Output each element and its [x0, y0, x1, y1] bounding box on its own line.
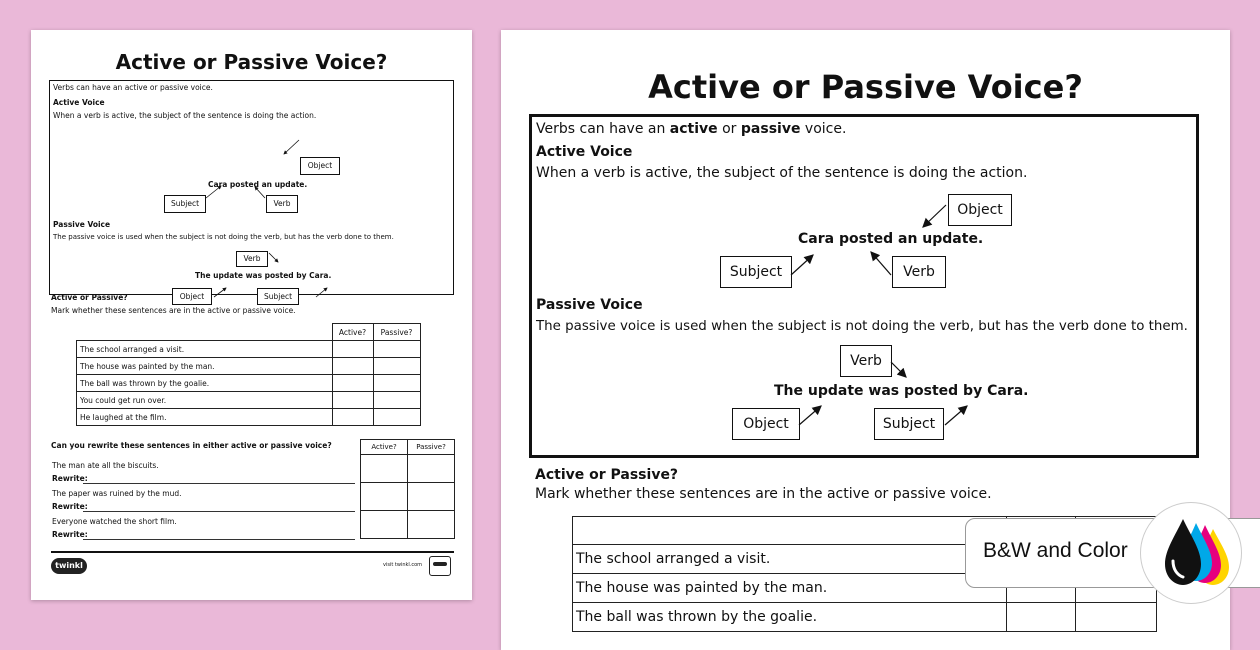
column-header-active: Active? [332, 324, 373, 341]
badge-label: B&W and Color [983, 539, 1128, 562]
object-label-box: Object [732, 408, 800, 440]
sentence-cell: The ball was thrown by the goalie. [573, 603, 1007, 632]
column-header-passive: Passive? [408, 440, 455, 455]
active-voice-description: When a verb is active, the subject of the sentence is doing the action. [536, 165, 1028, 181]
rewrite-label: Rewrite: [52, 502, 88, 511]
verb-label-box: Verb [266, 195, 298, 213]
passive-voice-heading: Passive Voice [536, 297, 643, 313]
column-header-active: Active? [361, 440, 408, 455]
object-label-box: Object [948, 194, 1012, 226]
ink-drops-icon [1140, 502, 1242, 604]
column-header-passive: Passive? [373, 324, 420, 341]
thumbnail-diagram-arrows [31, 30, 472, 600]
verb-label-box: Verb [840, 345, 892, 377]
task1-instruction: Mark whether these sentences are in the active or passive voice. [535, 486, 992, 502]
rewrite-label: Rewrite: [52, 474, 88, 483]
footer-url: visit twinkl.com [383, 562, 423, 568]
active-voice-heading: Active Voice [536, 144, 633, 160]
intro-text: Verbs can have an active or passive voice. [536, 121, 847, 137]
verb-label-box: Verb [236, 251, 268, 267]
object-label-box: Object [172, 288, 212, 305]
task1-heading: Active or Passive? [51, 293, 128, 302]
rewrite-sentence: Everyone watched the short film. [52, 517, 177, 526]
sentence-cell: The house was painted by the man. [573, 574, 1007, 603]
passive-voice-description: The passive voice is used when the subject is not doing the verb, but has the verb done to them. [53, 233, 394, 241]
sentence-cell: He laughed at the film. [77, 409, 333, 426]
verb-label-box: Verb [892, 256, 946, 288]
sentence-cell: The house was painted by the man. [77, 358, 333, 375]
passive-example-sentence: The update was posted by Cara. [195, 271, 332, 280]
subject-label-box: Subject [164, 195, 206, 213]
worksheet-thumbnail [31, 30, 472, 600]
subject-label-box: Subject [720, 256, 792, 288]
worksheet-title: Active or Passive Voice? [648, 68, 1083, 106]
subject-label-box: Subject [257, 288, 299, 305]
sentence-cell: The school arranged a visit. [77, 341, 333, 358]
object-label-box: Object [300, 157, 340, 175]
subject-label-box: Subject [874, 408, 944, 440]
task2-heading: Can you rewrite these sentences in either active or passive voice? [51, 441, 332, 450]
task1-heading: Active or Passive? [535, 467, 679, 483]
sentence-cell: The school arranged a visit. [573, 545, 1007, 574]
rewrite-sentence: The paper was ruined by the mud. [52, 489, 182, 498]
rewrite-sentence: The man ate all the biscuits. [52, 461, 159, 470]
passive-voice-heading: Passive Voice [53, 220, 111, 229]
worksheet-title: Active or Passive Voice? [115, 50, 388, 74]
passive-example-sentence: The update was posted by Cara. [774, 383, 1029, 399]
task1-instruction: Mark whether these sentences are in the active or passive voice. [51, 306, 296, 315]
active-voice-heading: Active Voice [53, 98, 105, 107]
twinkl-logo: twinkl [51, 558, 87, 574]
rewrite-label: Rewrite: [52, 530, 88, 539]
passive-voice-description: The passive voice is used when the subject is not doing the verb, but has the verb done to them. [536, 319, 1188, 334]
active-voice-description: When a verb is active, the subject of the sentence is doing the action. [53, 111, 317, 120]
ink-drops-graphic [1141, 503, 1241, 603]
intro-text: Verbs can have an active or passive voice. [53, 83, 213, 92]
active-example-sentence: Cara posted an update. [208, 180, 308, 189]
sentence-cell: The ball was thrown by the goalie. [77, 375, 333, 392]
active-example-sentence: Cara posted an update. [798, 231, 984, 247]
sentence-cell: You could get run over. [77, 392, 333, 409]
